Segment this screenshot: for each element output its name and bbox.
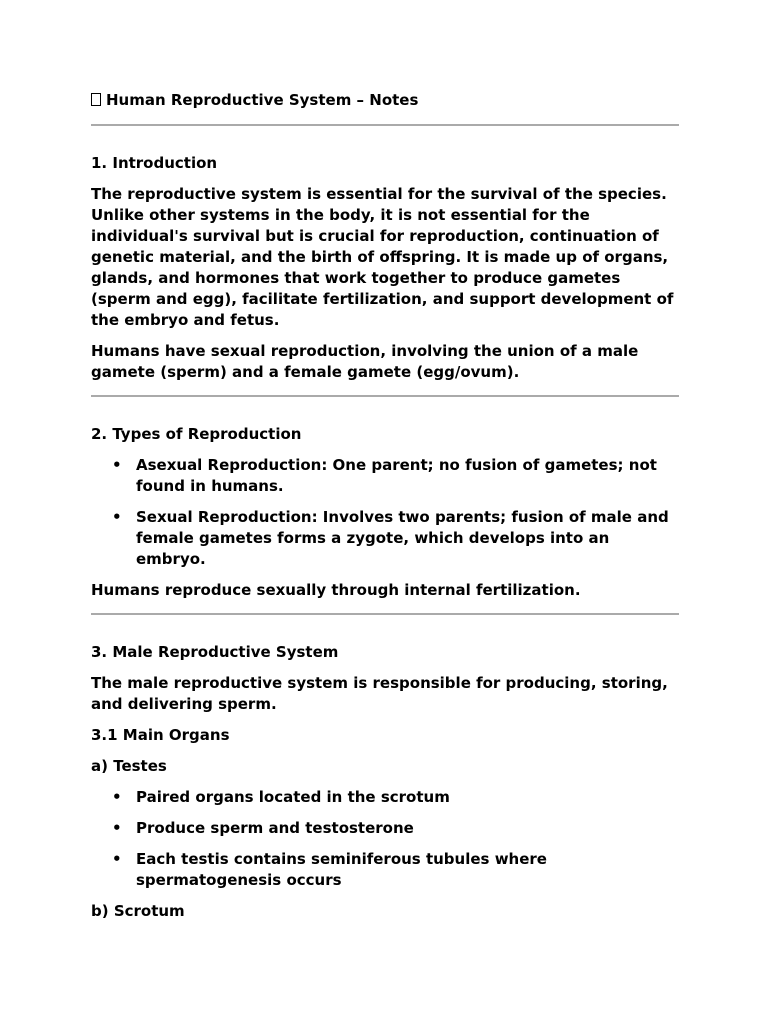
subheading-scrotum: b) Scrotum	[91, 902, 185, 920]
section-heading-types: 2. Types of Reproduction	[91, 425, 302, 443]
list-item: • Asexual Reproduction: One parent; no fusion of gametes; not found in humans.	[136, 455, 679, 497]
list-item: • Paired organs located in the scrotum	[136, 787, 679, 808]
section-heading-male-system: 3. Male Reproductive System	[91, 643, 339, 661]
list-item: • Sexual Reproduction: Involves two parents; fusion of male and female gametes forms a zygote, which develops into an embryo.	[136, 507, 679, 570]
types-list	[91, 455, 679, 570]
document-title-text: Human Reproductive System – Notes	[106, 91, 419, 109]
document-page	[91, 90, 679, 922]
intro-paragraph-2: Humans have sexual reproduction, involving the union of a male gamete (sperm) and a female gamete (egg/ovum).	[91, 342, 639, 381]
section-divider	[91, 613, 679, 615]
list-item: • Produce sperm and testosterone	[136, 818, 679, 839]
subheading-main-organs: 3.1 Main Organs	[91, 726, 230, 744]
missing-glyph-icon	[91, 93, 101, 106]
section-divider	[91, 124, 679, 126]
male-paragraph: The male reproductive system is responsible for producing, storing, and delivering sperm.	[91, 674, 668, 713]
list-item: • Each testis contains seminiferous tubules where spermatogenesis occurs	[136, 849, 679, 891]
section-heading-introduction: 1. Introduction	[91, 154, 218, 172]
section-divider	[91, 395, 679, 397]
testes-list	[91, 787, 679, 891]
subheading-testes: a) Testes	[91, 757, 167, 775]
document-title	[91, 90, 679, 111]
types-paragraph: Humans reproduce sexually through internal fertilization.	[91, 581, 581, 599]
intro-paragraph-1: The reproductive system is essential for the survival of the species. Unlike other systems in the body, it is not essential for the individual's survival but is crucial for reproduction, continuation of genetic material, and the birth of offspring. It is made up of organs, glands, and hormones that work together to produce gametes (sperm and egg), facilitate fertilization, and support development of the embryo and fetus.	[91, 185, 674, 329]
